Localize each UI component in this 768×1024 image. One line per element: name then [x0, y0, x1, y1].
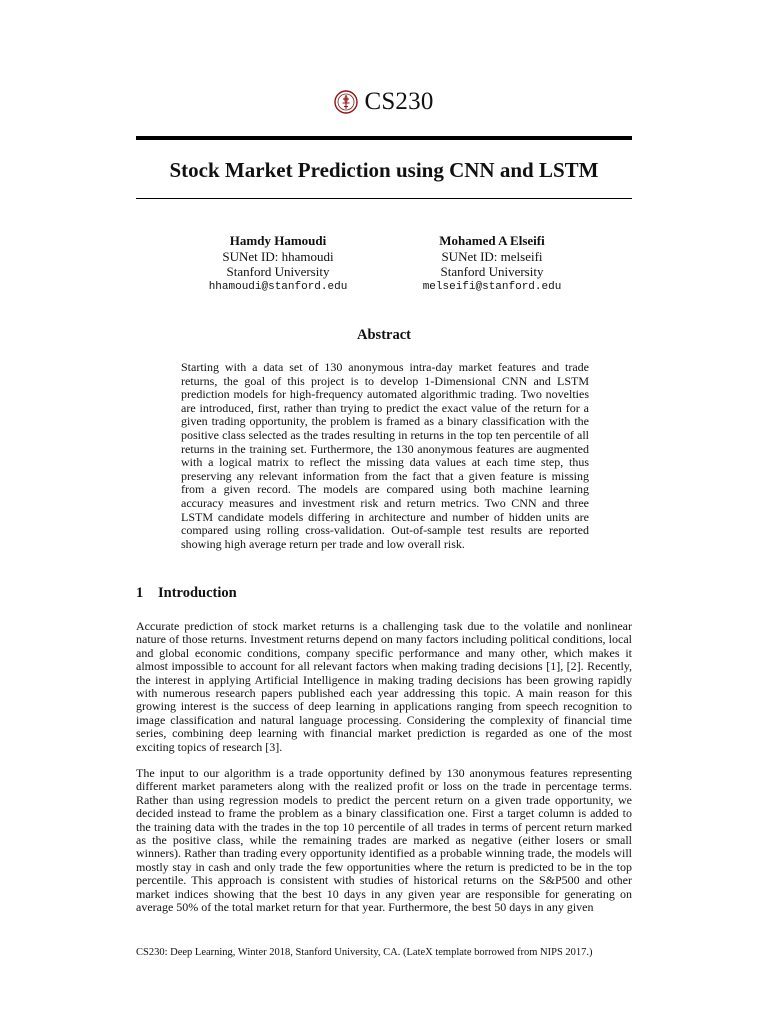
author-email: melseifi@stanford.edu — [422, 280, 562, 293]
author-name: Hamdy Hamoudi — [229, 233, 327, 248]
body-paragraph: Accurate prediction of stock market returns is a challenging task due to the volatile and nonlinear nature of those returns. Investment returns depend on many factors including political conditions, local and global economic conditions, company specific performance and many other, which makes it almost impossible to account for all relevant factors when making trading decisions [1], [2]. Recently, the interest in applying Artificial Intelligence in making trading decisions has been growing rapidly with numerous research papers published each year addressing this topic. A main reason for this growing interest is the success of deep learning in applications ranging from speech recognition to image classification and natural language processing. Considering the complexity of financial time series, combining deep learning with financial market prediction is regarded as one of the most exciting topics of research [3]. — [136, 619, 632, 754]
abstract-text: Starting with a data set of 130 anonymous intra-day market features and trade returns, the goal of this project is to develop 1-Dimensional CNN and LSTM prediction models for high-frequency automated algorithmic trading. Two novelties are introduced, first, rather than trying to predict the exact value of the return for a given trading opportunity, the problem is framed as a binary classification with the positive class selected as the trades resulting in returns in the top ten percentile of all returns in the training set. Furthermore, the 130 anonymous features are augmented with a logical matrix to reflect the missing data values at each time step, thus preserving any relevant information from the fact that a given feature is missing from a given record. The models are compared using both machine learning accuracy measures and investment risk and return metrics. Two CNN and three LSTM candidate models differing in architecture and number of hidden units are compared using rolling cross-validation. Out-of-sample test results are reported showing high average return per trade and low overall risk. — [181, 360, 589, 551]
abstract-heading: Abstract — [357, 327, 411, 343]
author-sunet: SUNet ID: hhamoudi — [222, 248, 334, 264]
author-sunet: SUNet ID: melseifi — [441, 248, 543, 264]
cs230-logo — [0, 88, 768, 124]
section-number: 1 — [136, 585, 144, 601]
author-affiliation: Stanford University — [226, 264, 330, 279]
author-affiliation: Stanford University — [440, 264, 544, 279]
section-title: Introduction — [158, 585, 237, 601]
footnote: CS230: Deep Learning, Winter 2018, Stanford University, CA. (LateX template borrowed from NIPS 2017.) — [136, 947, 593, 958]
stanford-seal-icon — [334, 90, 358, 114]
body-paragraph: The input to our algorithm is a trade opportunity defined by 130 anonymous features representing different market parameters along with the realized profit or loss on the trade in percentage terms. Rather than using regression models to predict the percent return on a given trade opportunity, we decided instead to frame the problem as a binary classification one. First a target column is added to the training data with the trades in the top 10 percentile of all trades in terms of percent return marked as the positive class, while the remaining trades are marked as negative (either losers or small winners). Rather than trading every opportunity identified as a probable winning trade, the models will mostly stay in cash and only trade the few opportunities where the return is predicted to be in the top percentile. This approach is consistent with studies of historical returns on the S&P500 and other market indices showing that the best 10 days in any given year are responsible for generating on average 50% of the total market return for that year. Furthermore, the best 50 days in any given — [136, 766, 632, 915]
author-block — [168, 233, 388, 295]
section-heading — [136, 585, 237, 602]
paper-title: Stock Market Prediction using CNN and LSTM — [169, 158, 599, 182]
author-name: Mohamed A Elseifi — [439, 233, 545, 248]
author-email: hhamoudi@stanford.edu — [208, 280, 348, 293]
title-bottom-rule — [136, 198, 632, 199]
title-top-rule — [136, 136, 632, 140]
course-code: CS230 — [364, 88, 434, 115]
author-block — [382, 233, 602, 295]
